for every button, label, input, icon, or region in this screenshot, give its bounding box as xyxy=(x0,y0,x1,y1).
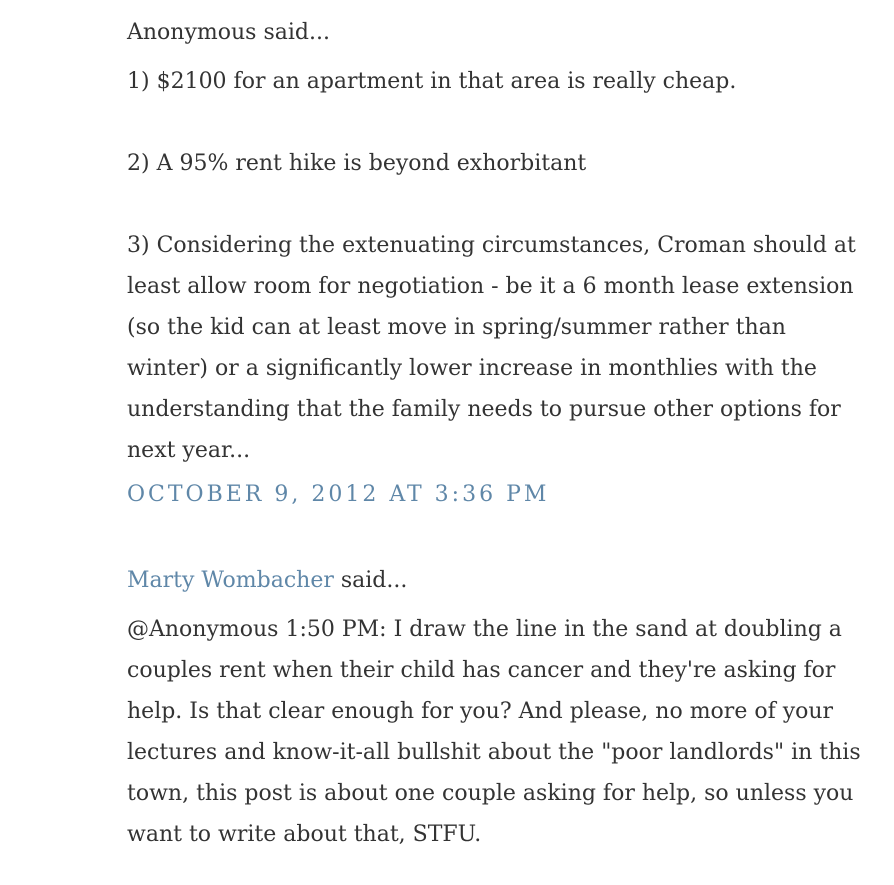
comment-paragraph: 2) A 95% rent hike is beyond exhorbitant xyxy=(127,151,587,176)
comment-body xyxy=(127,61,867,471)
comment xyxy=(127,17,867,511)
comment-paragraph: 3) Considering the extenuating circumstances, Croman should at least allow room for negotiation - be it a 6 month lease extension (so the kid can at least move in spring/summer rather than winter) or a significantly lower increase in monthlies with the understanding that the family needs to pursue other options for next year... xyxy=(127,233,856,463)
said-label: said... xyxy=(333,568,408,593)
comment-author: Anonymous xyxy=(127,20,257,45)
comment-author-link[interactable]: Marty Wombacher xyxy=(127,568,334,593)
said-label: said... xyxy=(256,20,330,45)
comment-author-line xyxy=(127,17,867,49)
comment-paragraph: @Anonymous 1:50 PM: I draw the line in the sand at doubling a couples rent when their child has cancer and they're asking for help. Is that clear enough for you? And please, no more of your lectures and know-it-all bullshit about the "poor landlords" in this town, this post is about one couple asking for help, so unless you want to write about that, STFU. xyxy=(127,617,861,847)
comment-timestamp-link[interactable]: OCTOBER 9, 2012 AT 3:36 PM xyxy=(127,482,550,507)
comment-author-line xyxy=(127,565,867,597)
comment-paragraph: 1) $2100 for an apartment in that area is really cheap. xyxy=(127,69,737,94)
comment-body xyxy=(127,609,867,855)
comment xyxy=(127,565,867,855)
comments-thread xyxy=(127,0,867,855)
